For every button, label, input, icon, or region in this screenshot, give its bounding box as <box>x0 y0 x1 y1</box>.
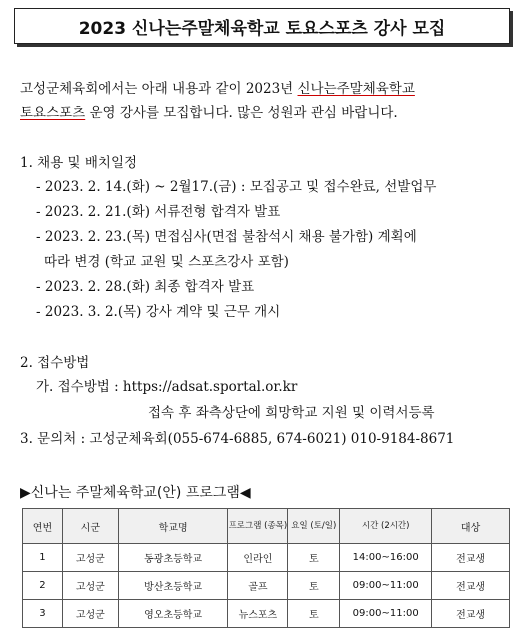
intro-program-name: 신나는주말체육학교 <box>297 81 415 97</box>
schedule-item: - 2023. 2. 23.(목) 면접심사(면접 불참석시 채용 불가함) 계획에 <box>36 229 417 245</box>
table-cell: 3 <box>23 600 63 628</box>
column-header: 요일 (토/일) <box>288 509 340 544</box>
table-cell: 방산초등학교 <box>118 572 228 600</box>
column-header: 시군 <box>62 509 118 544</box>
intro-line-1 <box>20 80 415 98</box>
intro-line-2 <box>20 104 398 122</box>
table-cell: 고성군 <box>62 544 118 572</box>
table-row <box>23 600 510 628</box>
apply-method-detail: 접속 후 좌측상단에 희망학교 지원 및 이력서등록 <box>148 405 435 421</box>
schedule-item: 따라 변경 (학교 교원 및 스포츠강사 포함) <box>44 254 289 270</box>
intro-text: 고성군체육회에서는 아래 내용과 같이 2023년 <box>20 81 298 97</box>
table-cell: 토 <box>288 544 340 572</box>
table-cell: 고성군 <box>62 600 118 628</box>
table-cell: 2 <box>23 572 63 600</box>
table-row <box>23 544 510 572</box>
table-cell: 골프 <box>228 572 288 600</box>
column-header: 대상 <box>432 509 510 544</box>
table-header-row <box>23 509 510 544</box>
section2-heading: 2. 접수방법 <box>20 355 90 371</box>
table-cell: 영오초등학교 <box>118 600 228 628</box>
column-header: 시간 (2시간) <box>340 509 432 544</box>
column-header: 학교명 <box>118 509 228 544</box>
schedule-item: - 2023. 2. 14.(화) ~ 2월17.(금) : 모집공고 및 접수완료, 선발업무 <box>36 179 437 195</box>
schedule-item: - 2023. 3. 2.(목) 강사 계약 및 근무 개시 <box>36 304 281 320</box>
table-cell: 전교생 <box>432 572 510 600</box>
table-cell: 전교생 <box>432 544 510 572</box>
column-header: 연번 <box>23 509 63 544</box>
schedule-item: - 2023. 2. 21.(화) 서류전형 합격자 발표 <box>36 204 281 220</box>
table-row <box>23 572 510 600</box>
page-title: 2023 신나는주말체육학교 토요스포츠 강사 모집 <box>14 8 510 44</box>
table-cell: 1 <box>23 544 63 572</box>
column-header: 프로그램 (종목) <box>228 509 288 544</box>
table-cell: 동광초등학교 <box>118 544 228 572</box>
program-heading: ▶신나는 주말체육학교(안) 프로그램◀ <box>20 485 251 501</box>
table-cell: 09:00~11:00 <box>340 572 432 600</box>
schedule-item: - 2023. 2. 28.(화) 최종 합격자 발표 <box>36 279 255 295</box>
intro-program-sub: 토요스포츠 <box>20 105 86 121</box>
table-cell: 전교생 <box>432 600 510 628</box>
contact-info: 3. 문의처 : 고성군체육회(055-674-6885, 674-6021) 010-9184-8671 <box>20 431 455 447</box>
table-cell: 09:00~11:00 <box>340 600 432 628</box>
section1-heading: 1. 채용 및 배치일정 <box>20 155 138 171</box>
table-cell: 인라인 <box>228 544 288 572</box>
table-cell: 토 <box>288 600 340 628</box>
table-cell: 토 <box>288 572 340 600</box>
intro-text-2: 운영 강사를 모집합니다. 많은 성원과 관심 바랍니다. <box>85 105 398 121</box>
program-table <box>22 508 510 628</box>
apply-method: 가. 접수방법 : https://adsat.sportal.or.kr <box>36 379 298 395</box>
table-cell: 14:00~16:00 <box>340 544 432 572</box>
table-cell: 뉴스포츠 <box>228 600 288 628</box>
table-cell: 고성군 <box>62 572 118 600</box>
